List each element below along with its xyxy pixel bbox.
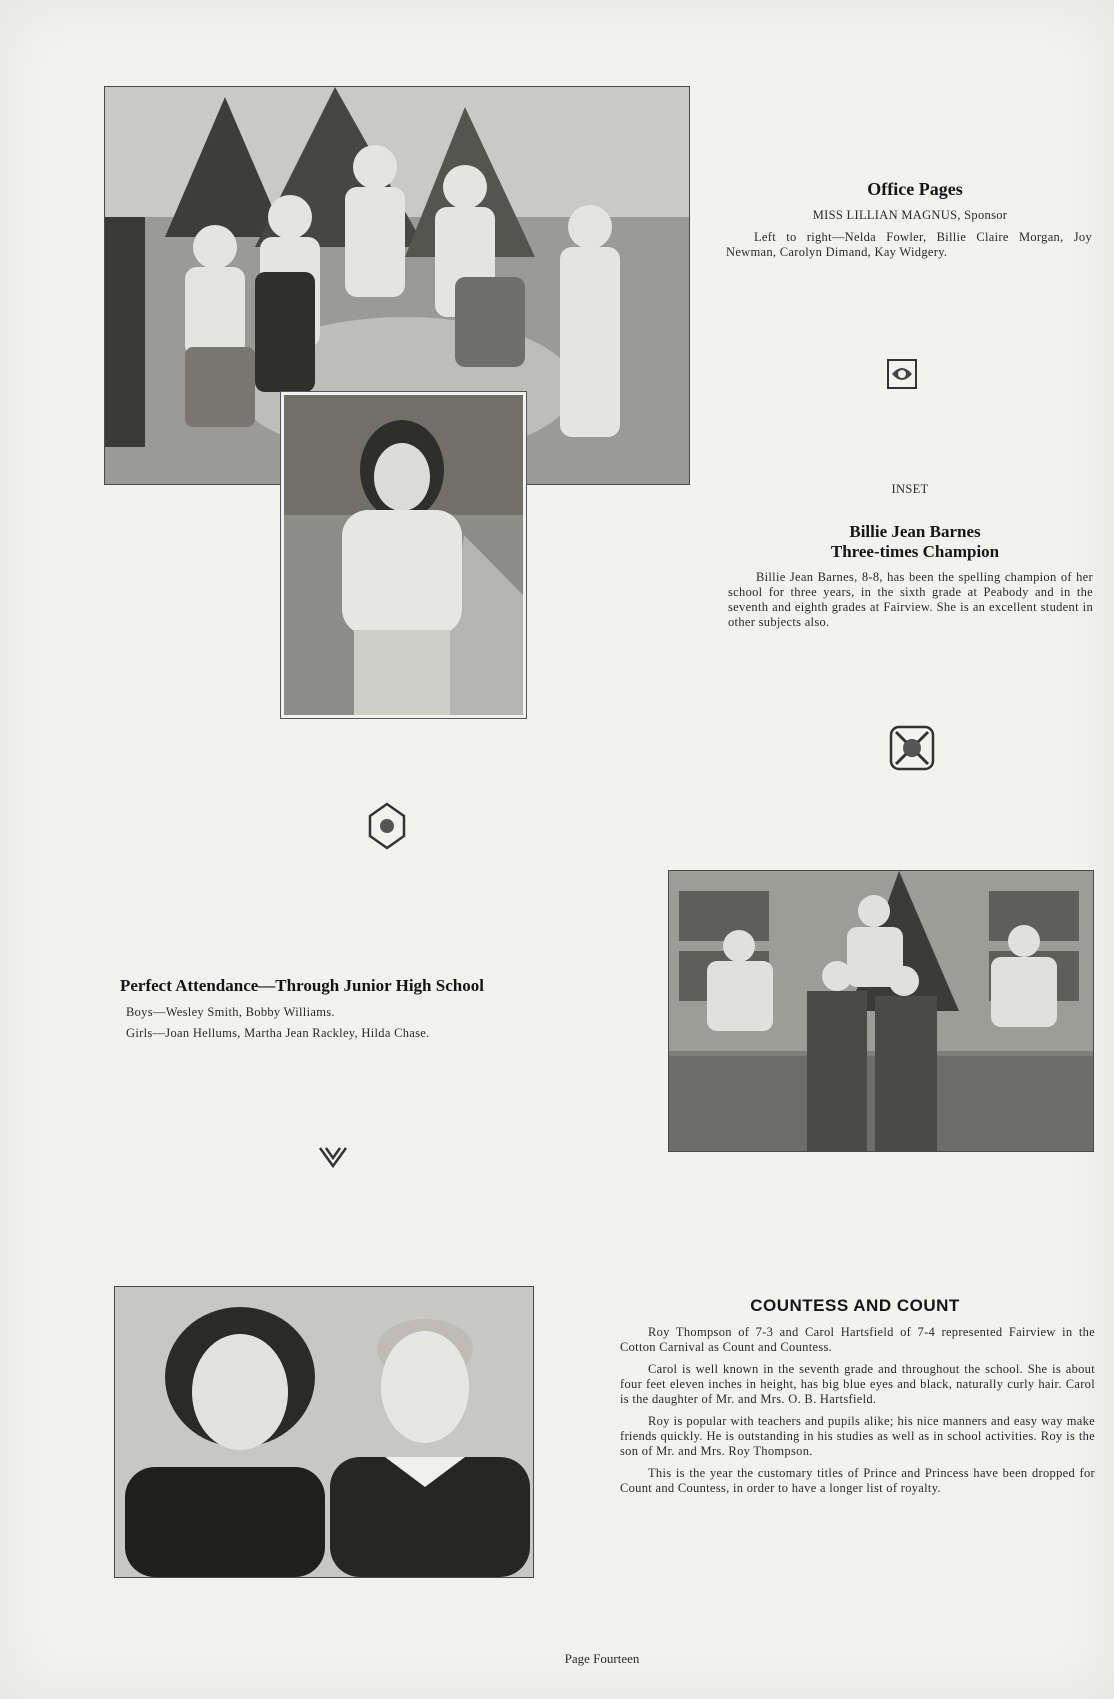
office-pages-sponsor: MISS LILLIAN MAGNUS, Sponsor bbox=[812, 208, 1008, 222]
office-pages-names: Left to right—Nelda Fowler, Billie Claire Morgan, Joy Newman, Carolyn Dimand, Kay Widgery. bbox=[726, 230, 1092, 259]
inset-body: Billie Jean Barnes, 8-8, has been the spelling champion of her school for three years, in the sixth grade at Peabody and in the seventh and eighth grades at Fairview. She is an excellent student in other subjects also. bbox=[728, 570, 1093, 629]
attendance-girls: Girls—Joan Hellums, Martha Jean Rackley, Hilda Chase. bbox=[126, 1026, 430, 1040]
attendance-title: Perfect Attendance—Through Junior High School bbox=[120, 976, 484, 995]
countess-count-paragraph: Roy is popular with teachers and pupils alike; his nice manners and easy way make friends quickly. He is outstanding in his studies as well as in school activities. Roy is the son of Mr. and Mrs. Roy Thompson. bbox=[620, 1414, 1095, 1458]
decorative-ornament-icon bbox=[318, 1146, 348, 1168]
countess-count-title: COUNTESS AND COUNT bbox=[750, 1296, 960, 1315]
office-pages-title: Office Pages bbox=[867, 179, 963, 199]
inset-photo-billie-jean-barnes bbox=[281, 392, 526, 718]
attendance-boys: Boys—Wesley Smith, Bobby Williams. bbox=[126, 1005, 335, 1019]
inset-label: INSET bbox=[891, 482, 929, 496]
countess-count-paragraph: Roy Thompson of 7-3 and Carol Hartsfield of 7-4 represented Fairview in the Cotton Carnival as Count and Countess. bbox=[620, 1325, 1095, 1354]
countess-and-count-photo bbox=[114, 1286, 534, 1578]
countess-count-body bbox=[620, 1325, 1095, 1503]
decorative-ornament-icon bbox=[366, 802, 408, 850]
countess-count-paragraph: Carol is well known in the seventh grade and throughout the school. She is about four feet eleven inches in height, has big blue eyes and black, naturally curly hair. Carol is the daughter of Mr. and Mrs. O. B. Hartsfield. bbox=[620, 1362, 1095, 1406]
decorative-ornament-icon bbox=[886, 358, 918, 390]
inset-title-line2: Three-times Champion bbox=[830, 542, 1000, 561]
countess-count-paragraph: This is the year the customary titles of Prince and Princess have been dropped for Count and Countess, in order to have a longer list of royalty. bbox=[620, 1466, 1095, 1495]
page-number: Page Fourteen bbox=[564, 1651, 640, 1666]
perfect-attendance-group-photo bbox=[668, 870, 1094, 1152]
decorative-ornament-icon bbox=[888, 724, 936, 772]
inset-title-line1: Billie Jean Barnes bbox=[849, 522, 981, 541]
